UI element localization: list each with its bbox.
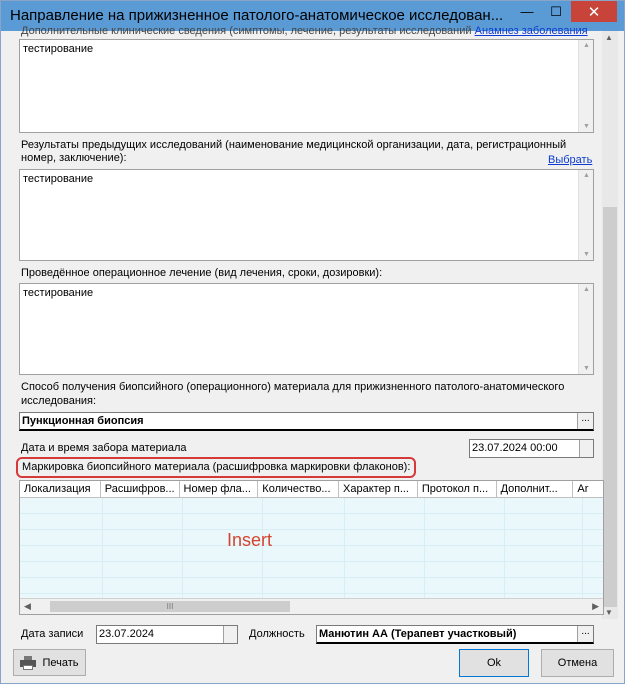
method-label-1: Способ получения биопсийного (операционного) материала для прижизненного патолого-анатомического	[21, 381, 565, 393]
datetime-value: 23.07.2024 00:00	[472, 442, 558, 454]
datetime-label: Дата и время забора материала	[21, 442, 187, 454]
clinical-text: тестирование	[23, 43, 94, 55]
scroll-down-icon[interactable]: ▼	[583, 251, 590, 258]
anamnesis-link[interactable]: Анамнез заболевания	[474, 25, 588, 37]
grid-row[interactable]	[20, 498, 603, 514]
scroll-up-icon[interactable]: ▲	[605, 33, 613, 42]
method-label-2: исследования:	[21, 395, 97, 407]
grid-row[interactable]	[20, 546, 603, 562]
cancel-button[interactable]: Отмена	[541, 649, 614, 677]
ellipsis-button[interactable]: ...	[577, 413, 593, 429]
prev-results-text: тестирование	[23, 173, 94, 185]
position-label: Должность	[249, 628, 305, 640]
grid-column-header[interactable]: Дополнит...	[497, 481, 574, 498]
grid-column-header[interactable]: Характер п...	[339, 481, 418, 498]
record-date-value: 23.07.2024	[99, 628, 155, 640]
clinical-memo[interactable]	[19, 39, 594, 133]
insert-hint: Insert	[227, 530, 273, 550]
grid-horizontal-scrollbar[interactable]	[20, 598, 603, 614]
grid-column-header[interactable]: Локализация	[20, 481, 101, 498]
record-date-dropdown-button[interactable]	[223, 626, 237, 643]
scroll-up-icon[interactable]: ▲	[583, 286, 590, 293]
scroll-down-icon[interactable]: ▼	[583, 123, 590, 130]
memo-scrollbar[interactable]	[578, 170, 593, 260]
scroll-up-icon[interactable]: ▲	[583, 172, 590, 179]
scroll-right-icon[interactable]: ▶	[592, 601, 599, 611]
grid-row[interactable]	[20, 514, 603, 530]
prev-results-label-2: номер, заключение):	[21, 152, 127, 164]
datetime-field[interactable]	[469, 439, 594, 458]
scroll-thumb[interactable]	[603, 207, 617, 607]
grid-row[interactable]	[20, 530, 603, 546]
record-date-label: Дата записи	[21, 628, 84, 640]
print-button[interactable]	[13, 649, 86, 676]
memo-scrollbar[interactable]	[578, 284, 593, 374]
grid-column-header[interactable]: Расшифров...	[101, 481, 180, 498]
grid-column-header[interactable]: Номер фла...	[180, 481, 259, 498]
window-title: Направление на прижизненное патолого-анатомическое исследован...	[10, 7, 504, 24]
clinical-label	[21, 25, 588, 37]
record-date-field[interactable]	[96, 625, 238, 644]
biopsy-method-field[interactable]	[19, 412, 594, 431]
grid-column-header[interactable]: Протокол п...	[418, 481, 497, 498]
grid-column-header[interactable]: Количество...	[258, 481, 339, 498]
scroll-left-icon[interactable]: ◀	[24, 601, 31, 611]
minimize-button[interactable]: —	[520, 4, 534, 19]
clinical-label-text: Дополнительные клинические сведения (симптомы, лечение, результаты исследований	[21, 25, 472, 37]
prev-results-memo[interactable]	[19, 169, 594, 261]
prev-results-label-1: Результаты предыдущих исследований (наименование медицинской организации, дата, регистрационный	[21, 139, 567, 151]
ellipsis-button[interactable]: ...	[577, 626, 593, 642]
scroll-down-icon[interactable]: ▼	[583, 365, 590, 372]
grid-column-header[interactable]: Ar	[577, 483, 589, 495]
surgery-label: Проведённое операционное лечение (вид лечения, сроки, дозировки):	[21, 267, 383, 279]
printer-icon	[20, 656, 36, 670]
marking-label: Маркировка биопсийного материала (расшифровка маркировки флаконов):	[22, 461, 411, 473]
form-vertical-scrollbar[interactable]	[602, 31, 618, 619]
scroll-down-icon[interactable]: ▼	[605, 608, 613, 617]
close-button[interactable]: ✕	[571, 1, 617, 22]
grid-row[interactable]	[20, 578, 603, 594]
grid-scroll-thumb[interactable]: III	[50, 601, 290, 612]
scroll-up-icon[interactable]: ▲	[583, 42, 590, 49]
maximize-button[interactable]: ☐	[550, 3, 562, 19]
surgery-memo[interactable]	[19, 283, 594, 375]
datetime-dropdown-button[interactable]	[579, 440, 593, 457]
grid-row[interactable]	[20, 562, 603, 578]
select-link[interactable]: Выбрать	[548, 154, 593, 166]
memo-scrollbar[interactable]	[578, 40, 593, 132]
biopsy-method-value: Пункционная биопсия	[22, 415, 144, 427]
print-button-label: Печать	[42, 656, 79, 669]
ok-button[interactable]: Ok	[459, 649, 529, 677]
position-field[interactable]	[316, 625, 594, 644]
position-value: Манютин АА (Терапевт участковый)	[319, 628, 517, 640]
marking-grid[interactable]	[19, 480, 604, 615]
grid-header	[20, 481, 603, 498]
surgery-text: тестирование	[23, 287, 94, 299]
